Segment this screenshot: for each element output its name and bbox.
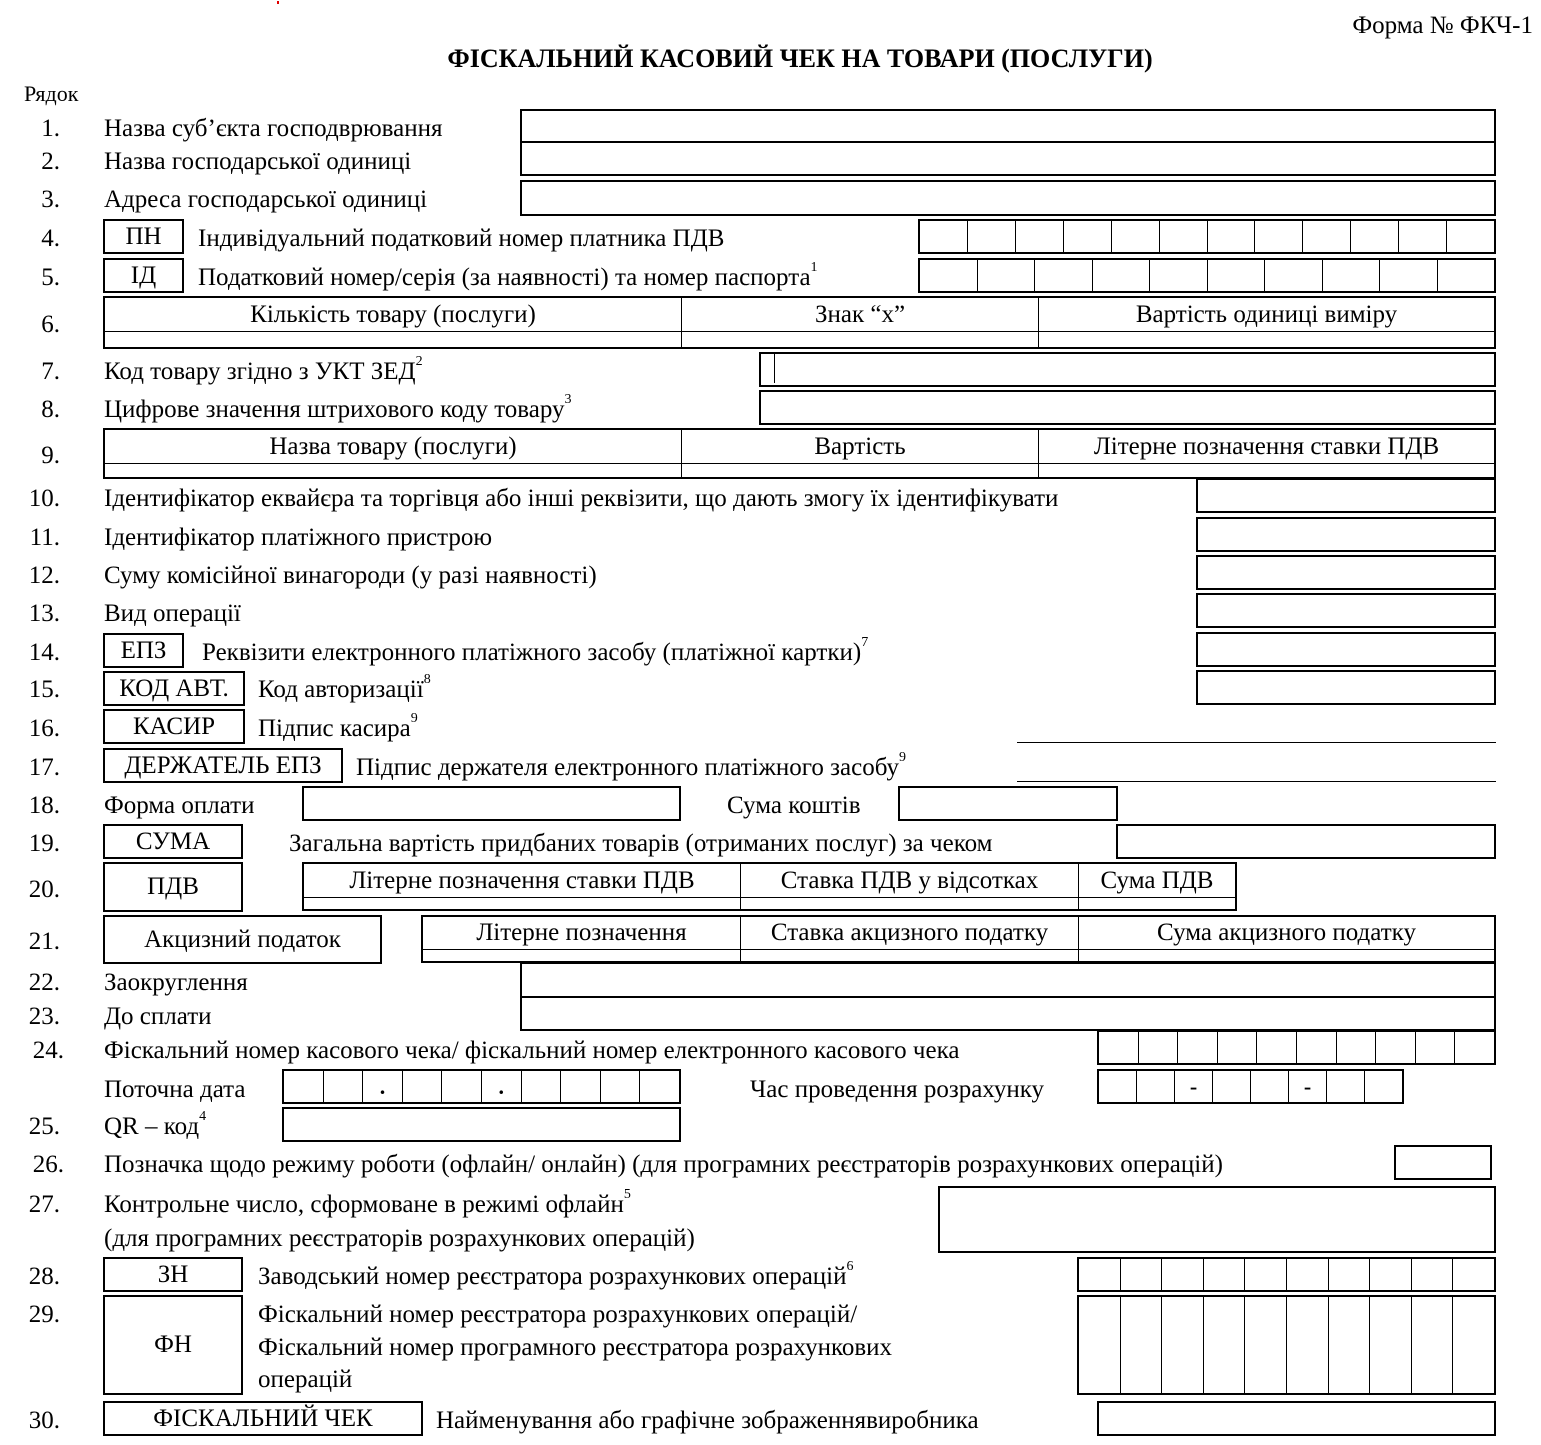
row-label: Назва суб’єкта господврювання [104, 115, 443, 142]
tax-id-cells[interactable] [918, 258, 1496, 293]
digit-cell[interactable] [1162, 1297, 1204, 1393]
row-number: 5. [41, 264, 60, 291]
goods-table [103, 428, 1496, 479]
date-cell[interactable] [601, 1071, 641, 1102]
red-mark [277, 1, 279, 4]
date-separator: . [363, 1071, 403, 1102]
date-label: Поточна дата [104, 1076, 246, 1103]
digit-cell[interactable] [1245, 1259, 1287, 1290]
tag-fiscal-receipt: ФІСКАЛЬНИЙ ЧЕК [103, 1401, 423, 1436]
digit-cell[interactable] [1218, 1032, 1258, 1063]
digit-cell[interactable] [1323, 260, 1381, 291]
time-cell[interactable] [1137, 1071, 1175, 1102]
digit-cell[interactable] [1257, 1032, 1297, 1063]
tag-cashier: КАСИР [103, 709, 245, 744]
operation-type-field[interactable] [1196, 593, 1496, 628]
digit-cell[interactable] [1455, 1032, 1494, 1063]
row-label: Загальна вартість придбаних товарів (отриманих послуг) за чеком [289, 830, 993, 857]
date-cell[interactable] [522, 1071, 562, 1102]
row-label: Підпис держателя електронного платіжного засобу$^9$ [356, 750, 907, 781]
digit-cell[interactable] [1093, 260, 1151, 291]
digit-cell[interactable] [920, 221, 968, 252]
row-label: Цифрове значення штрихового коду товару$^3$ [104, 392, 572, 423]
row-label: Ідентифікатор платіжного пристрою [104, 524, 493, 551]
unit-address-field[interactable] [520, 180, 1496, 216]
digit-cell[interactable] [1453, 1297, 1494, 1393]
digit-cell[interactable] [1297, 1032, 1337, 1063]
digit-cell[interactable] [1016, 221, 1064, 252]
digit-cell[interactable] [1139, 1032, 1179, 1063]
row-number: 8. [41, 396, 60, 423]
digit-cell[interactable] [1121, 1259, 1163, 1290]
column-header: Сума ПДВ [1079, 864, 1235, 898]
field-divider [774, 354, 775, 383]
digit-cell[interactable] [1204, 1297, 1246, 1393]
tag-pn: ПН [103, 219, 184, 254]
manufacturer-field[interactable] [1097, 1401, 1496, 1436]
digit-cell[interactable] [1370, 1259, 1412, 1290]
digit-cell[interactable] [968, 221, 1016, 252]
digit-cell[interactable] [1265, 260, 1323, 291]
row-label: Контрольне число, сформоване в режимі офлайн$^5$ [104, 1187, 631, 1218]
digit-cell[interactable] [1255, 221, 1303, 252]
row-number: 4. [41, 225, 60, 252]
row-number: 30. [28, 1407, 60, 1434]
row-number: 21. [28, 928, 60, 955]
digit-cell[interactable] [1380, 260, 1438, 291]
row-label: Підпис касира$^9$ [258, 711, 418, 742]
barcode-field[interactable] [759, 390, 1496, 425]
row-label: Позначка щодо режиму роботи (офлайн/ онлайн) (для програмних реєстраторів розрахункових операцій) [104, 1151, 1223, 1178]
tag-epz: ЕПЗ [103, 633, 184, 668]
table-cell[interactable] [1079, 898, 1235, 909]
table-cell[interactable] [741, 950, 1079, 961]
column-header: Літерне позначення ставки ПДВ [1039, 430, 1494, 464]
table-cell[interactable] [741, 898, 1079, 909]
tag-auth-code: КОД АВТ. [103, 671, 245, 706]
acquirer-id-field[interactable] [1196, 478, 1496, 513]
row-number: 3. [41, 186, 60, 213]
row-number: 2. [41, 148, 60, 175]
time-label: Час проведення розрахунку [750, 1076, 1045, 1103]
digit-cell[interactable] [1208, 260, 1266, 291]
row-label: До сплати [104, 1003, 212, 1030]
row-label: Заокруглення [104, 969, 248, 996]
row-label: Заводський номер реєстратора розрахункових операцій$^6$ [258, 1259, 854, 1290]
digit-cell[interactable] [1160, 221, 1208, 252]
tag-vat: ПДВ [103, 862, 243, 912]
table-cell[interactable] [1039, 332, 1494, 347]
table-cell[interactable] [1039, 464, 1494, 477]
time-cell[interactable] [1213, 1071, 1251, 1102]
digit-cell[interactable] [1150, 260, 1208, 291]
card-holder-signature-line[interactable] [1017, 781, 1496, 782]
row-label: Назва господарської одиниці [104, 148, 412, 175]
digit-cell[interactable] [978, 260, 1036, 291]
row-number: 13. [28, 600, 60, 627]
row-label: Податковий номер/серія (за наявності) та номер паспорта$^1$ [198, 260, 818, 291]
row-header: Рядок [24, 81, 79, 106]
tag-id: ІД [103, 258, 184, 293]
digit-cell[interactable] [1447, 221, 1494, 252]
column-header: Кількість товару (послуги) [105, 298, 682, 332]
row-number: 18. [28, 792, 60, 819]
row-label-line2: Фіскальний номер програмного реєстратора розрахункових [258, 1334, 893, 1361]
time-cell[interactable] [1327, 1071, 1365, 1102]
digit-cell[interactable] [1412, 1259, 1454, 1290]
table-cell[interactable] [423, 950, 741, 961]
form-number: Форма № ФКЧ-1 [1352, 12, 1533, 39]
digit-cell[interactable] [1303, 221, 1351, 252]
digit-cell[interactable] [1178, 1032, 1218, 1063]
row-label: Код товару згідно з УКТ ЗЕД$^2$ [104, 354, 423, 385]
entity-name-field[interactable] [520, 109, 1496, 143]
column-header: Сума акцизного податку [1079, 917, 1494, 950]
row-label-line3: операцій [258, 1366, 353, 1393]
time-cells[interactable] [1097, 1069, 1404, 1104]
digit-cell[interactable] [1329, 1297, 1371, 1393]
time-separator: - [1175, 1071, 1213, 1102]
time-cell[interactable] [1099, 1071, 1137, 1102]
row-number: 1. [41, 115, 60, 142]
row-label: Фіскальний номер касового чека/ фіскальний номер електронного касового чека [104, 1037, 960, 1064]
row-number: 20. [28, 876, 60, 903]
digit-cell[interactable] [1204, 1259, 1246, 1290]
row-number: 28. [28, 1263, 60, 1290]
tag-excise: Акцизний податок [103, 915, 382, 964]
row-number: 23. [28, 1003, 60, 1030]
row-number: 27. [28, 1191, 60, 1218]
digit-cell[interactable] [1329, 1259, 1371, 1290]
row-label: Вид операції [104, 600, 241, 627]
payment-device-id-field[interactable] [1196, 517, 1496, 552]
cashier-signature-line[interactable] [1017, 742, 1496, 743]
column-header: Літерне позначення [423, 917, 741, 950]
row-number: 7. [41, 358, 60, 385]
row-number: 17. [28, 754, 60, 781]
digit-cell[interactable] [1287, 1259, 1329, 1290]
digit-cell[interactable] [1162, 1259, 1204, 1290]
receipt-number-cells[interactable] [1097, 1030, 1496, 1065]
row-number: 16. [28, 715, 60, 742]
row-number: 9. [41, 442, 60, 469]
rounding-field[interactable] [520, 962, 1496, 998]
column-header: Ставка ПДВ у відсотках [741, 864, 1079, 898]
row-label: Найменування або графічне зображеннявиробника [436, 1407, 979, 1434]
digit-cell[interactable] [1453, 1259, 1494, 1290]
row-label: Суму комісійної винагороди (у разі наявності) [104, 562, 597, 589]
digit-cell[interactable] [1376, 1032, 1416, 1063]
qr-code-field[interactable] [282, 1107, 681, 1142]
fiscal-number-cells[interactable] [1077, 1295, 1496, 1395]
digit-cell[interactable] [1099, 1032, 1139, 1063]
digit-cell[interactable] [1079, 1259, 1121, 1290]
digit-cell[interactable] [1035, 260, 1093, 291]
row-label: QR – код$^4$ [104, 1109, 207, 1140]
row-label: Індивідуальний податковий номер платника ПДВ [198, 225, 725, 252]
tag-card-holder: ДЕРЖАТЕЛЬ ЕПЗ [103, 748, 343, 783]
tag-fiscal-number: ФН [103, 1295, 243, 1395]
column-header: Вартість [682, 430, 1039, 464]
date-cell[interactable] [640, 1071, 679, 1102]
digit-cell[interactable] [1112, 221, 1160, 252]
column-header: Знак “х” [682, 298, 1039, 332]
date-cell[interactable] [324, 1071, 364, 1102]
row-number: 12. [28, 562, 60, 589]
row-label: Форма оплати [104, 792, 255, 819]
date-cell[interactable] [561, 1071, 601, 1102]
digit-cell[interactable] [1245, 1297, 1287, 1393]
auth-code-field[interactable] [1196, 670, 1496, 705]
total-amount-field[interactable] [1116, 824, 1496, 859]
vat-number-cells[interactable] [918, 219, 1496, 254]
date-cell[interactable] [403, 1071, 443, 1102]
digit-cell[interactable] [1438, 260, 1495, 291]
digit-cell[interactable] [1121, 1297, 1163, 1393]
digit-cell[interactable] [1370, 1297, 1412, 1393]
digit-cell[interactable] [1079, 1297, 1121, 1393]
column-header: Ставка акцизного податку [741, 917, 1079, 950]
row-label: Сума коштів [727, 792, 861, 819]
row-label-line2: (для програмних реєстраторів розрахункових операцій) [104, 1225, 695, 1252]
digit-cell[interactable] [1337, 1032, 1377, 1063]
row-number: 29. [28, 1301, 60, 1328]
row-label: Код авторизації$^8$ [258, 672, 431, 703]
table-cell[interactable] [682, 332, 1039, 347]
row-number: 19. [28, 830, 60, 857]
payment-card-field[interactable] [1196, 632, 1496, 667]
unit-name-field[interactable] [520, 141, 1496, 176]
digit-cell[interactable] [1208, 221, 1256, 252]
digit-cell[interactable] [1416, 1032, 1456, 1063]
table-cell[interactable] [304, 898, 741, 909]
tag-serial: ЗН [103, 1257, 243, 1292]
payment-form-field[interactable] [302, 786, 681, 821]
digit-cell[interactable] [1287, 1297, 1329, 1393]
table-cell[interactable] [682, 464, 1039, 477]
digit-cell[interactable] [1399, 221, 1447, 252]
row-number: 6. [41, 311, 60, 338]
column-header: Літерне позначення ставки ПДВ [304, 864, 741, 898]
funds-amount-field[interactable] [898, 786, 1118, 821]
time-cell[interactable] [1365, 1071, 1402, 1102]
column-header: Назва товару (послуги) [105, 430, 682, 464]
row-number: 26. [32, 1151, 64, 1178]
uktzed-code-field[interactable] [759, 352, 1496, 387]
date-separator: . [482, 1071, 522, 1102]
row-number: 15. [28, 676, 60, 703]
date-cells[interactable] [282, 1069, 681, 1104]
table-cell[interactable] [105, 464, 682, 477]
column-header: Вартість одиниці виміру [1039, 298, 1494, 332]
date-cell[interactable] [442, 1071, 482, 1102]
work-mode-field[interactable] [1394, 1145, 1492, 1180]
control-number-field[interactable] [938, 1186, 1496, 1253]
row-label: Адреса господарської одиниці [104, 186, 428, 213]
row-number: 22. [28, 969, 60, 996]
tag-sum: СУМА [103, 824, 243, 859]
digit-cell[interactable] [920, 260, 978, 291]
row-label: Ідентифікатор еквайєра та торгівця або інші реквізити, що дають змогу їх ідентифікувати [104, 485, 1059, 512]
quantity-table [103, 296, 1496, 349]
table-cell[interactable] [1079, 950, 1494, 961]
row-label: Реквізити електронного платіжного засобу (платіжної картки)$^7$ [202, 635, 869, 666]
row-number: 25. [28, 1113, 60, 1140]
digit-cell[interactable] [1412, 1297, 1454, 1393]
serial-number-cells[interactable] [1077, 1257, 1496, 1292]
commission-field[interactable] [1196, 555, 1496, 590]
row-number: 11. [29, 524, 60, 551]
table-cell[interactable] [105, 332, 682, 347]
time-cell[interactable] [1251, 1071, 1289, 1102]
time-separator: - [1289, 1071, 1327, 1102]
amount-due-field[interactable] [520, 996, 1496, 1031]
row-number: 10. [28, 485, 60, 512]
row-label-line1: Фіскальний номер реєстратора розрахункових операцій/ [258, 1301, 858, 1328]
date-cell[interactable] [284, 1071, 324, 1102]
digit-cell[interactable] [1064, 221, 1112, 252]
digit-cell[interactable] [1351, 221, 1399, 252]
row-number: 14. [28, 639, 60, 666]
vat-table [302, 862, 1237, 911]
excise-table [421, 915, 1496, 963]
page-title: ФІСКАЛЬНИЙ КАСОВИЙ ЧЕК НА ТОВАРИ (ПОСЛУГИ) [447, 44, 1153, 73]
row-number: 24. [32, 1037, 64, 1064]
